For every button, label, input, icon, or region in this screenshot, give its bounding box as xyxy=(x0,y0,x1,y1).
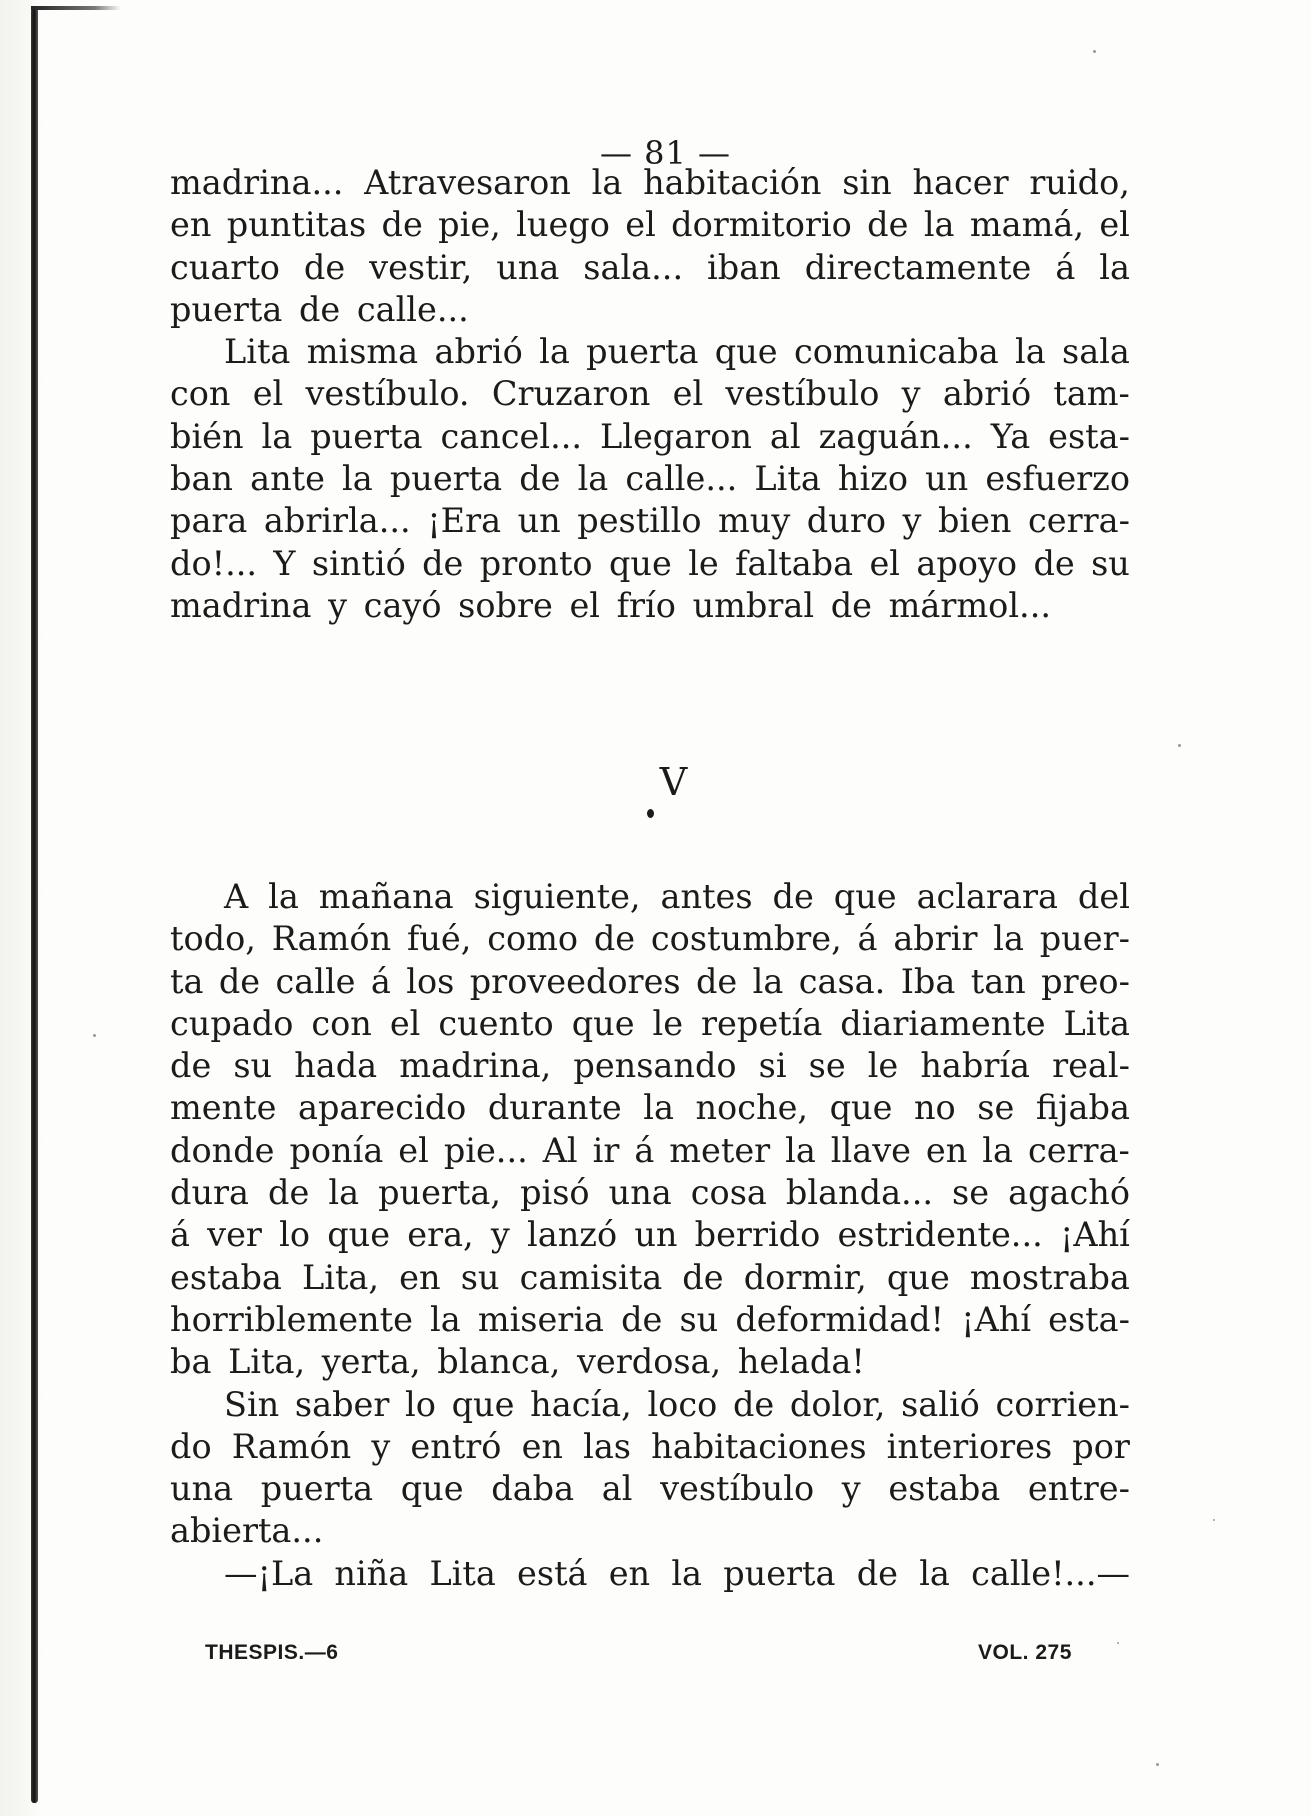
word: de xyxy=(682,1257,724,1297)
word: de xyxy=(1033,543,1075,583)
word: se xyxy=(977,1088,1015,1128)
word: la xyxy=(643,1088,674,1128)
word: fijaba xyxy=(1035,1088,1130,1128)
word: noche, xyxy=(695,1088,809,1128)
word: en xyxy=(521,1426,563,1466)
word: abrir xyxy=(893,919,978,959)
word: le xyxy=(652,1003,684,1043)
word: el xyxy=(398,1130,429,1170)
footer-volume-number: VOL. 275 xyxy=(978,1641,1072,1664)
word: entre- xyxy=(1027,1469,1130,1509)
word: con xyxy=(311,1003,372,1043)
word: puerta, xyxy=(378,1173,502,1213)
word: tam- xyxy=(1053,374,1130,414)
word: de xyxy=(268,1173,310,1213)
text-line xyxy=(170,458,1130,500)
word: cerra- xyxy=(1027,1130,1130,1170)
word: estridente... xyxy=(837,1215,1043,1255)
word: habitaciones xyxy=(651,1426,867,1466)
word: puntitas xyxy=(226,205,367,245)
scan-speck xyxy=(1178,744,1181,747)
word: daba xyxy=(491,1469,575,1509)
book-spine-edge xyxy=(31,8,38,1803)
word: si xyxy=(758,1046,787,1086)
word: hacer xyxy=(912,163,1009,202)
word: sala... xyxy=(583,247,684,287)
word: la xyxy=(785,1130,816,1170)
word: miseria xyxy=(477,1299,605,1339)
word: ban xyxy=(170,459,233,499)
word: calle!...— xyxy=(971,1553,1130,1593)
word: la xyxy=(430,1299,461,1339)
word: hizo xyxy=(837,459,908,499)
word: del xyxy=(1077,877,1130,916)
word: á xyxy=(634,1130,655,1170)
text-line xyxy=(170,416,1130,458)
word: al xyxy=(601,1469,633,1509)
text-line xyxy=(170,331,1130,373)
word: de xyxy=(621,1299,663,1339)
section-heading-numeral: V xyxy=(659,760,688,804)
word: costumbre, xyxy=(650,919,842,959)
word: en xyxy=(399,1257,441,1297)
word: de xyxy=(303,247,346,287)
word: saber xyxy=(294,1384,390,1424)
text-line xyxy=(170,543,1130,585)
word: esta- xyxy=(1048,416,1130,456)
word: dormitorio xyxy=(671,205,852,245)
word: para xyxy=(170,501,248,541)
word: el xyxy=(869,543,900,583)
text-line xyxy=(170,1045,1130,1087)
word: bién xyxy=(170,416,244,456)
text-line xyxy=(170,373,1130,415)
word: horriblemente xyxy=(170,1299,413,1339)
text-line: puerta de calle... xyxy=(170,289,469,329)
word: y xyxy=(902,501,922,541)
word: la xyxy=(671,1553,702,1593)
text-line xyxy=(170,876,1130,918)
word: un xyxy=(517,501,561,541)
word: de xyxy=(519,459,561,499)
word: —¡La xyxy=(224,1553,314,1593)
section-heading-ornament-dot xyxy=(647,809,654,818)
word: que xyxy=(608,543,672,583)
word: do!... xyxy=(170,543,258,583)
word: Lita, xyxy=(302,1257,380,1297)
word: que xyxy=(886,1257,950,1297)
scan-speck xyxy=(1093,50,1096,53)
word: puerta xyxy=(389,459,503,499)
word: abrió xyxy=(942,374,1032,414)
word: lanzó xyxy=(527,1215,618,1255)
word: antes xyxy=(660,877,753,916)
word: Lita xyxy=(754,459,821,499)
word: pronto xyxy=(479,543,593,583)
word: y xyxy=(490,1215,510,1255)
word: la xyxy=(261,416,293,456)
word: estaba xyxy=(170,1257,282,1297)
word: ruido, xyxy=(1029,163,1130,202)
word: durante xyxy=(487,1088,622,1128)
word: ¡Ahí xyxy=(961,1299,1032,1339)
text-line xyxy=(170,1087,1130,1129)
word: y xyxy=(371,1426,391,1466)
word: llave xyxy=(830,1130,911,1170)
word: abrirla... xyxy=(263,501,411,541)
word: se xyxy=(952,1173,990,1213)
word: un xyxy=(634,1215,678,1255)
word: la xyxy=(342,459,373,499)
word: Lita xyxy=(1063,1003,1130,1043)
word: la xyxy=(923,205,955,245)
word: mente xyxy=(170,1088,277,1128)
word: á xyxy=(170,1215,190,1255)
word: como xyxy=(487,919,579,959)
word: sin xyxy=(842,163,892,202)
word: Iba xyxy=(900,961,956,1001)
scan-speck xyxy=(93,1034,96,1037)
word: casa. xyxy=(798,961,886,1001)
word: en xyxy=(170,205,212,245)
word: la xyxy=(328,1173,360,1213)
word: ante xyxy=(250,459,325,499)
word: Sin xyxy=(224,1384,280,1424)
word: dura xyxy=(170,1173,250,1213)
word: la xyxy=(919,1553,950,1593)
text-line xyxy=(170,162,1130,204)
word: dormir, xyxy=(743,1257,867,1297)
word: la xyxy=(1099,247,1130,287)
word: la xyxy=(993,919,1024,959)
word: sintió xyxy=(311,543,406,583)
text-line xyxy=(170,1384,1130,1426)
word: repetía xyxy=(701,1003,823,1043)
word: el xyxy=(672,374,704,414)
word: todo, xyxy=(170,919,256,959)
word: á xyxy=(857,919,878,959)
word: pisó xyxy=(520,1173,590,1213)
word: fué, xyxy=(406,919,472,959)
word: lo xyxy=(405,1384,436,1424)
word: pensando xyxy=(573,1046,737,1086)
word: entró xyxy=(410,1426,502,1466)
word: ir xyxy=(592,1130,620,1170)
word: calle... xyxy=(625,459,738,499)
word: mamá, xyxy=(969,205,1084,245)
text-block-bottom xyxy=(170,876,1130,1595)
text-line xyxy=(170,1172,1130,1214)
footer-signature-mark: THESPIS.—6 xyxy=(205,1641,339,1664)
word: de xyxy=(732,1384,775,1424)
text-block-top xyxy=(170,162,1130,627)
word: faltaba xyxy=(735,543,854,583)
text-line xyxy=(170,1426,1130,1468)
word: puerta xyxy=(310,416,423,456)
page-number: — 81 — xyxy=(599,134,732,172)
word: berrido xyxy=(694,1215,821,1255)
word: loco xyxy=(647,1384,718,1424)
word: la xyxy=(577,459,609,499)
scan-speck xyxy=(1156,1763,1159,1766)
word: Cruzaron xyxy=(491,374,651,414)
word: Llegaron xyxy=(599,416,752,456)
word: Y xyxy=(273,543,296,583)
word: la xyxy=(539,332,570,372)
word: comunicaba xyxy=(793,332,999,372)
word: su xyxy=(233,1046,273,1086)
text-line xyxy=(170,1468,1130,1510)
word: á xyxy=(1055,247,1076,287)
word: la xyxy=(268,877,299,916)
text-line xyxy=(170,1214,1130,1256)
word: que xyxy=(451,1384,515,1424)
word: aclarara xyxy=(916,877,1058,916)
word: Al xyxy=(542,1130,578,1170)
text-line xyxy=(170,1299,1130,1341)
word: no xyxy=(913,1088,956,1128)
word: interiores xyxy=(886,1426,1053,1466)
word: de xyxy=(218,961,261,1001)
word: esfuerzo xyxy=(985,459,1130,499)
word: ponía xyxy=(289,1130,384,1170)
word: aparecido xyxy=(298,1088,467,1128)
word: pie, xyxy=(438,205,501,245)
word: do xyxy=(170,1426,212,1466)
word: de xyxy=(867,205,909,245)
word: su xyxy=(1091,543,1130,583)
word: muy xyxy=(718,501,791,541)
word: puerta xyxy=(586,332,699,372)
word: cuarto xyxy=(170,247,280,287)
word: cuento xyxy=(438,1003,554,1043)
word: vestíbulo. xyxy=(305,374,470,414)
word: que xyxy=(714,332,778,372)
word: vestíbulo xyxy=(725,374,880,414)
word: Ramón xyxy=(231,1426,352,1466)
word: está xyxy=(517,1553,588,1593)
word: de xyxy=(422,543,464,583)
word: luego xyxy=(516,205,610,245)
word: de xyxy=(170,1046,212,1086)
word: de xyxy=(381,205,423,245)
word: mañana xyxy=(318,877,454,916)
word: habitación xyxy=(643,163,822,202)
word: puerta xyxy=(723,1553,836,1593)
word: misma xyxy=(306,332,419,372)
word: pie... xyxy=(443,1130,528,1170)
text-line: abierta... xyxy=(170,1511,324,1551)
word: cosa xyxy=(690,1173,767,1213)
word: sala xyxy=(1062,332,1130,372)
word: hacía, xyxy=(530,1384,632,1424)
text-line xyxy=(170,1257,1130,1299)
word: le xyxy=(867,1046,899,1086)
text-line xyxy=(170,1003,1130,1045)
word: de xyxy=(856,1553,898,1593)
word: ta xyxy=(170,961,204,1001)
word: Ramón xyxy=(271,919,392,959)
word: que xyxy=(571,1003,635,1043)
word: corrien- xyxy=(995,1384,1130,1424)
word: por xyxy=(1072,1426,1130,1466)
word: cancel... xyxy=(440,416,583,456)
text-line: madrina y cayó sobre el frío umbral de mármol... xyxy=(170,585,1051,625)
word: al xyxy=(769,416,801,456)
word: vestir, xyxy=(369,247,473,287)
word: el xyxy=(1099,205,1130,245)
word: proveedores xyxy=(469,961,681,1001)
word: una xyxy=(496,247,560,287)
word: calle xyxy=(275,961,356,1001)
word: las xyxy=(583,1426,632,1466)
word: que xyxy=(400,1469,464,1509)
word: la xyxy=(591,163,623,202)
word: una xyxy=(608,1173,672,1213)
text-line xyxy=(170,247,1130,289)
word: Ya xyxy=(990,416,1031,456)
word: estaba xyxy=(888,1469,1001,1509)
word: Lita xyxy=(429,1553,496,1593)
word: de xyxy=(593,919,636,959)
word: el xyxy=(389,1003,421,1043)
word: vestíbulo xyxy=(660,1469,815,1509)
word: hada xyxy=(294,1046,378,1086)
word: una xyxy=(170,1469,234,1509)
word: niña xyxy=(334,1553,409,1593)
word: se xyxy=(808,1046,846,1086)
word: directamente xyxy=(804,247,1032,287)
word: su xyxy=(460,1257,500,1297)
word: cerra- xyxy=(1028,501,1130,541)
word: real- xyxy=(1052,1046,1130,1086)
word: diariamente xyxy=(840,1003,1046,1043)
word: bien xyxy=(937,501,1012,541)
text-line xyxy=(170,500,1130,542)
word: y xyxy=(841,1469,861,1509)
word: que xyxy=(829,1088,893,1128)
word: y xyxy=(901,374,921,414)
word: puer- xyxy=(1039,919,1130,959)
word: apoyo xyxy=(916,543,1018,583)
word: un xyxy=(925,459,969,499)
word: pestillo xyxy=(577,501,702,541)
word: era, xyxy=(407,1215,474,1255)
word: madrina... xyxy=(170,163,344,202)
word: agachó xyxy=(1008,1173,1130,1213)
word: Lita xyxy=(224,332,291,372)
word: Atravesaron xyxy=(364,163,571,202)
word: mostraba xyxy=(969,1257,1130,1297)
word: zaguán... xyxy=(818,416,973,456)
word: le xyxy=(688,543,719,583)
word: esta- xyxy=(1048,1299,1130,1339)
word: la xyxy=(752,961,784,1001)
word: salió xyxy=(901,1384,980,1424)
word: de xyxy=(772,877,814,916)
word: en xyxy=(925,1130,968,1170)
word: en xyxy=(608,1553,651,1593)
word: el xyxy=(252,374,284,414)
word: preo- xyxy=(1041,961,1130,1001)
scan-speck xyxy=(1117,1642,1119,1644)
word: donde xyxy=(170,1130,275,1170)
word: abrió xyxy=(434,332,523,372)
word: la xyxy=(1015,332,1046,372)
word: A xyxy=(224,877,249,916)
word: la xyxy=(982,1130,1013,1170)
text-line xyxy=(170,961,1130,1003)
text-line xyxy=(170,1130,1130,1172)
text-line xyxy=(170,204,1130,246)
word: su xyxy=(679,1299,719,1339)
word: puerta xyxy=(260,1469,374,1509)
word: cupado xyxy=(170,1003,294,1043)
word: duro xyxy=(806,501,886,541)
word: que xyxy=(833,877,897,916)
word: meter xyxy=(669,1130,771,1170)
word: deformidad! xyxy=(735,1299,945,1339)
word: ¡Era xyxy=(427,501,502,541)
word: que xyxy=(327,1215,391,1255)
word: con xyxy=(170,374,231,414)
book-spine-top-edge xyxy=(31,6,121,10)
word: iban xyxy=(707,247,781,287)
text-line xyxy=(170,1553,1130,1595)
word: camisita xyxy=(519,1257,663,1297)
word: lo xyxy=(279,1215,311,1255)
word: blanda... xyxy=(785,1173,933,1213)
word: el xyxy=(625,205,656,245)
word: madrina, xyxy=(399,1046,552,1086)
word: ver xyxy=(207,1215,262,1255)
scan-speck xyxy=(1213,1519,1215,1521)
word: habría xyxy=(920,1046,1031,1086)
word: dolor, xyxy=(789,1384,886,1424)
word: siguiente, xyxy=(473,877,641,916)
word: ¡Ahí xyxy=(1059,1215,1130,1255)
word: tan xyxy=(970,961,1026,1001)
word: los xyxy=(406,961,455,1001)
word: de xyxy=(695,961,738,1001)
text-line: ba Lita, yerta, blanca, verdosa, helada! xyxy=(170,1342,865,1382)
text-line xyxy=(170,918,1130,960)
word: á xyxy=(370,961,391,1001)
